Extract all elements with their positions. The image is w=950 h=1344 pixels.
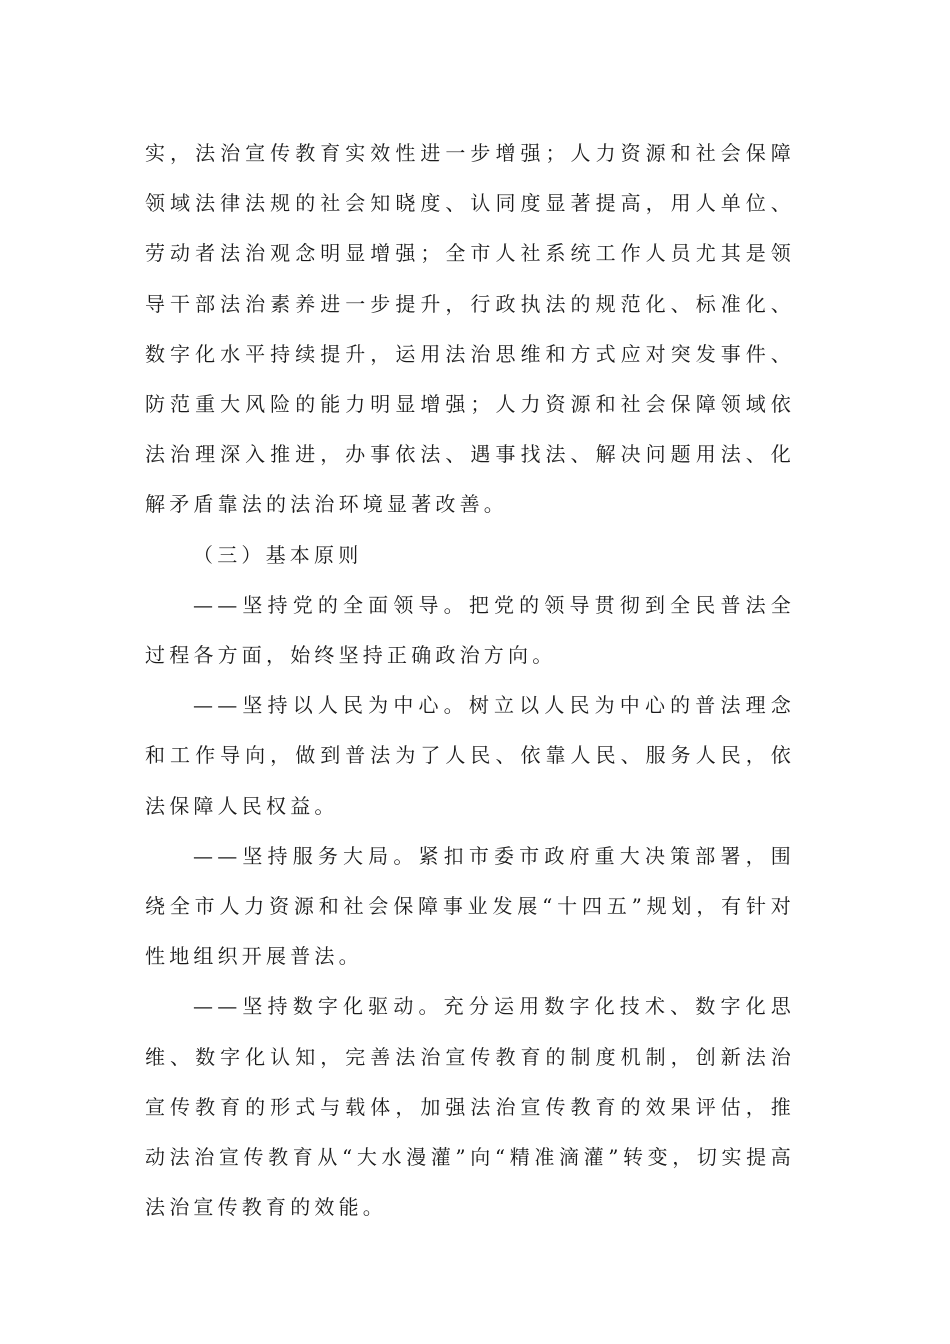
paragraph-continuation: 实，法治宣传教育实效性进一步增强；人力资源和社会保障领域法律法规的社会知晓度、认同度显著提高，用人单位、劳动者法治观念明显增强；全市人社系统工作人员尤其是领导干部法治素养进一步提升，行政执法的规范化、标准化、数字化水平持续提升，运用法治思维和方式应对突发事件、防范重大风险的能力明显增强；人力资源和社会保障领域依法治理深入推进，办事依法、遇事找法、解决问题用法、化解矛盾靠法的法治环境显著改善。 <box>145 141 795 517</box>
principle-people-centered: ——坚持以人民为中心。树立以人民为中心的普法理念和工作导向，做到普法为了人民、依靠人民、服务人民，依法保障人民权益。 <box>145 693 795 818</box>
principle-serve-overall: ——坚持服务大局。紧扣市委市政府重大决策部署，围绕全市人力资源和社会保障事业发展“十四五”规划，有针对性地组织开展普法。 <box>145 843 795 969</box>
principle-digital-driven: ——坚持数字化驱动。充分运用数字化技术、数字化思维、数字化认知，完善法治宣传教育的制度机制，创新法治宣传教育的形式与载体，加强法治宣传教育的效果评估，推动法治宣传教育从“大水漫灌”向“精准滴灌”转变，切实提高法治宣传教育的效能。 <box>145 994 795 1220</box>
document-body <box>145 128 795 1232</box>
principle-party-leadership: ——坚持党的全面领导。把党的领导贯彻到全民普法全过程各方面，始终坚持正确政治方向。 <box>145 592 795 668</box>
section-heading-basic-principles: （三）基本原则 <box>193 542 363 567</box>
